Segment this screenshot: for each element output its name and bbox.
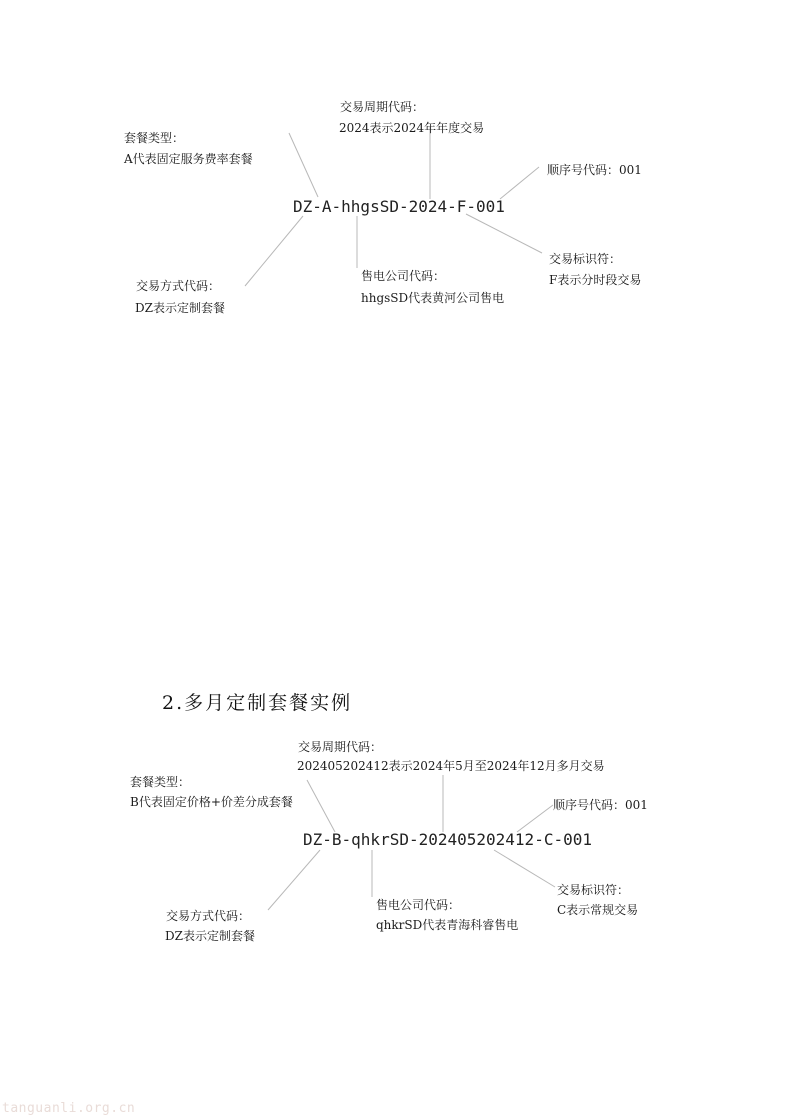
d1-trade-flag-title: 交易标识符：: [549, 252, 622, 266]
d2-company-desc: qhkrSD代表青海科睿售电: [376, 918, 519, 932]
d1-period-desc: 2024表示2024年年度交易: [339, 121, 485, 135]
d2-trade-flag-desc: C表示常规交易: [557, 903, 639, 917]
d1-line-package-type: [289, 133, 318, 197]
d1-sequence-title: 顺序号代码：001: [547, 163, 642, 177]
d2-line-sequence: [517, 805, 553, 832]
d2-period-title: 交易周期代码：: [298, 740, 383, 754]
d1-company-title: 售电公司代码：: [361, 269, 446, 283]
d1-line-trade-flag: [466, 214, 542, 253]
d2-trade-flag-title: 交易标识符：: [557, 883, 630, 897]
d2-trade-method-title: 交易方式代码：: [166, 909, 251, 923]
d2-line-trade-method: [268, 850, 320, 910]
d2-code: DZ-B-qhkrSD-202405202412-C-001: [303, 830, 592, 849]
d1-package-type-desc: A代表固定服务费率套餐: [124, 152, 253, 166]
d2-company-title: 售电公司代码：: [376, 898, 461, 912]
d1-period-title: 交易周期代码：: [340, 100, 425, 114]
d1-trade-flag-desc: F表示分时段交易: [549, 273, 642, 287]
d1-trade-method-desc: DZ表示定制套餐: [135, 301, 225, 315]
d1-company-desc: hhgsSD代表黄河公司售电: [361, 291, 505, 305]
d1-line-trade-method: [245, 216, 303, 286]
d2-package-type-title: 套餐类型：: [130, 775, 191, 789]
d1-line-sequence: [500, 167, 539, 199]
d2-package-type-desc: B代表固定价格+价差分成套餐: [130, 795, 293, 809]
d1-trade-method-title: 交易方式代码：: [136, 279, 221, 293]
watermark: tanguanli.org.cn: [2, 1101, 136, 1116]
d1-package-type-title: 套餐类型：: [124, 131, 185, 145]
d2-sequence-title: 顺序号代码：001: [553, 798, 648, 812]
d2-trade-method-desc: DZ表示定制套餐: [165, 929, 255, 943]
d2-line-package-type: [307, 780, 335, 832]
d2-period-desc: 202405202412表示2024年5月至2024年12月多月交易: [297, 759, 605, 773]
section-2-heading: 2.多月定制套餐实例: [162, 692, 353, 714]
d2-line-trade-flag: [494, 850, 555, 887]
d1-code: DZ-A-hhgsSD-2024-F-001: [293, 197, 505, 216]
